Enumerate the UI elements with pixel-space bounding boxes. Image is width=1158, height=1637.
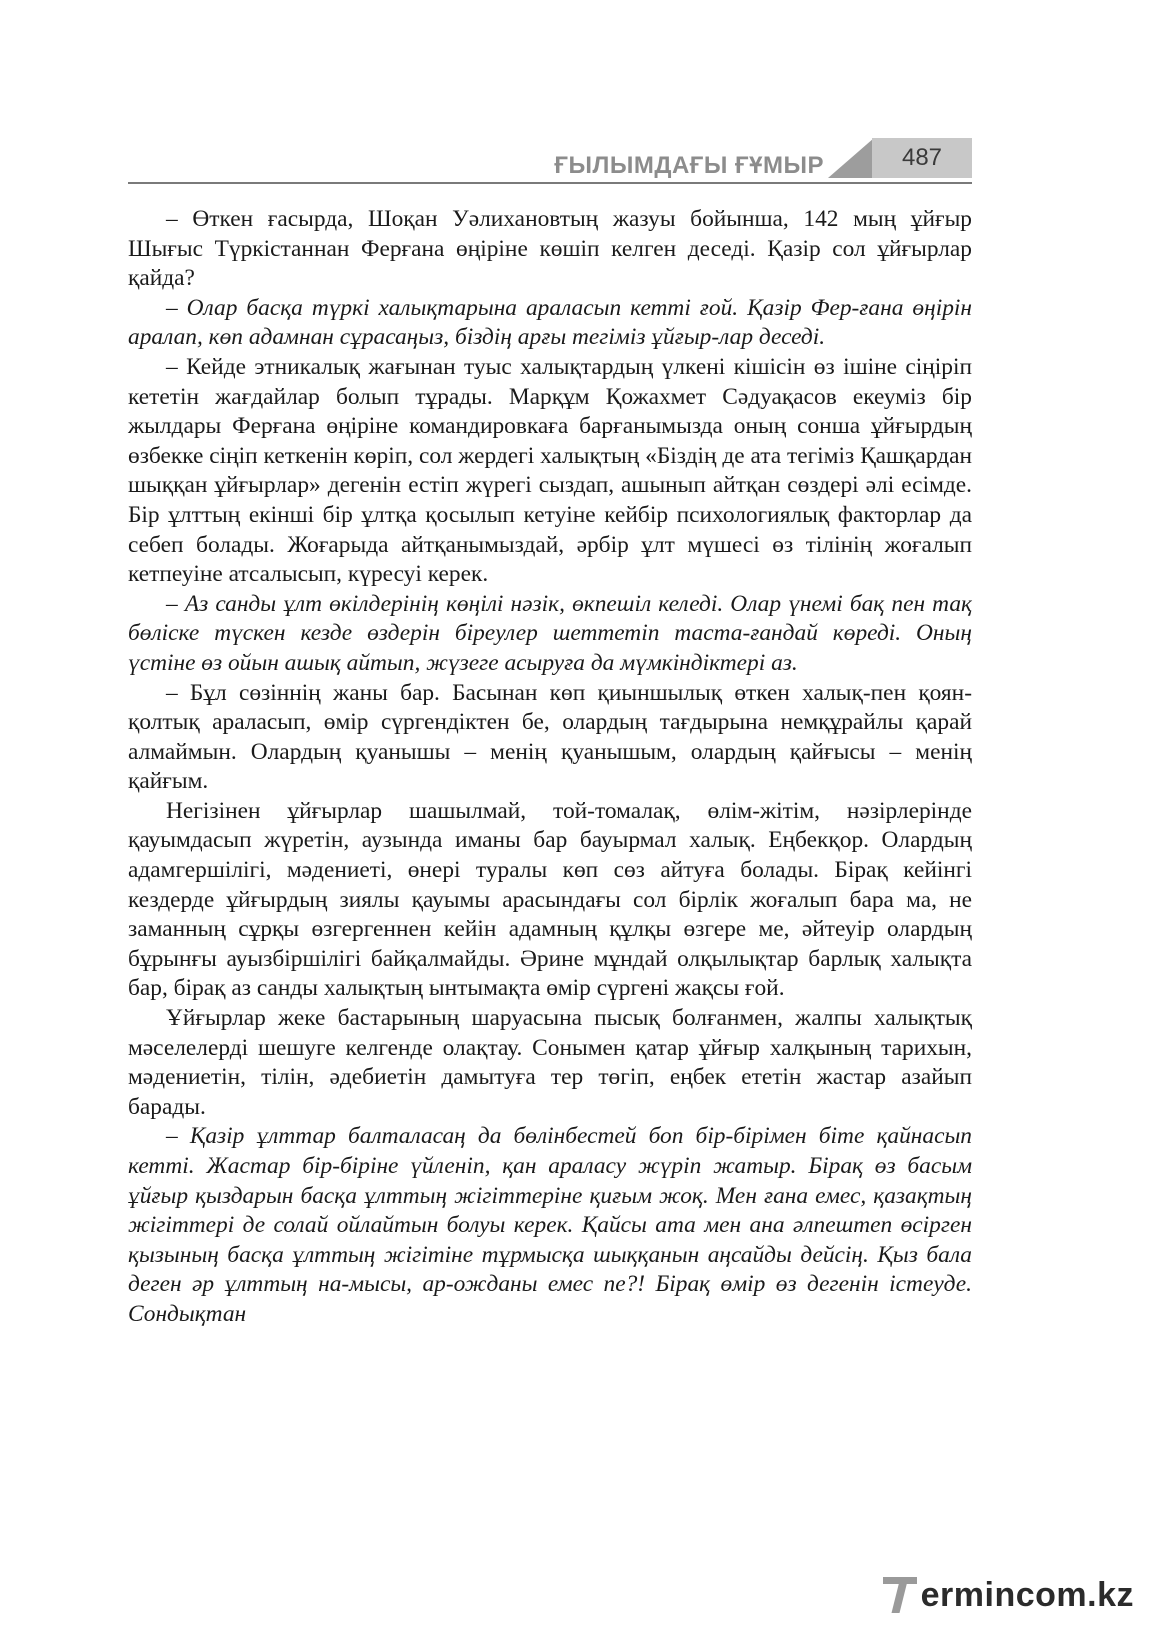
page-tab-wedge: [828, 138, 874, 178]
page-header: [128, 138, 972, 186]
watermark-text: ermincom.kz: [920, 1576, 1134, 1614]
paragraph: – Бұл сөзіннің жаны бар. Басынан көп қиыншылық өткен халық-пен қоян-қолтық араласып, өмір сүргендіктен бе, олардың тағдырына немқұрайлы қарай алмаймын. Олардың қуанышы – менің қуанышым, олардың қайғысы – менің қайғым.: [128, 679, 972, 795]
paragraph: – Өткен ғасырда, Шоқан Уәлихановтың жазуы бойынша, 142 мың ұйғыр Шығыс Түркістаннан Ферғана өңіріне көшіп келген деседі. Қазір сол ұйғырлар қайда?: [128, 206, 972, 292]
paragraph: Негізінен ұйғырлар шашылмай, той-томалақ, өлім-жітім, нәзірлерінде қауымдасып жүретін, аузында иманы бар бауырмал халық. Еңбекқор. Олардың адамгершілігі, мәдениеті, өнері туралы көп сөз айтуға болады. Бірақ кейінгі кездерде ұйғырдың зиялы қауымы арасындағы сол бірлік жоғалып бара ма, не заманның сұрқы өзгергеннен кейін адамның құлқы өзгере ме, әйтеуір олардың бұрынғы ауызбіршілігі байқалмайды. Әрине мұндай олқылықтар барлық халықта бар, бірақ аз санды халықтың ынтымақта өмір сүргені жақсы ғой.: [128, 797, 972, 1002]
running-title: ҒЫЛЫМДАҒЫ ҒҰМЫР: [554, 152, 824, 179]
header-rule: [128, 182, 972, 184]
paragraph-italic: – Қазір ұлттар балталасаң да бөлінбестей боп бір-бірімен біте қайнасып кетті. Жастар бір-біріне үйленіп, қан араласу жүріп жатыр. Бірақ өз басым ұйғыр қыздарын басқа ұлттың жігіттеріне қиғым жоқ. Мен ғана емес, қазақтың жігіттері де солай ойлайтын болуы керек. Қайсы ата мен ана әлпештеп өсірген қызының басқа ұлттың жігітіне тұрмысқа шыққанын аңсайды дейсің. Қыз бала деген әр ұлттың на-мысы, ар-ожданы емес пе?! Бірақ өмір өз дегенін істеуде. Сондықтан: [128, 1123, 972, 1327]
body-text: [128, 205, 972, 1330]
page-number: 487: [901, 144, 943, 171]
site-watermark: [881, 1571, 1134, 1615]
termincom-t-logo-icon: [881, 1571, 921, 1615]
paragraph-italic: – Олар басқа түркі халықтарына араласып кетті ғой. Қазір Фер-ғана өңірін аралап, көп адамнан сұрасаңыз, біздің арғы тегіміз ұйғыр-лар деседі.: [128, 294, 972, 351]
paragraph: Ұйғырлар жеке бастарының шаруасына пысық болғанмен, жалпы халықтық мәселелерді шешуге келгенде олақтау. Сонымен қатар ұйғыр халқының тарихын, мәдениетін, тілін, әдебиетін дамытуға тер төгіп, еңбек ететін жастар азайып барады.: [128, 1005, 972, 1120]
paragraph-italic: – Аз санды ұлт өкілдерінің көңілі нәзік, өкпешіл келеді. Олар үнемі бақ пен тақ бөліске түскен кезде өздерін біреулер шеттетіп таста-ғандай көреді. Оның үстіне өз ойын ашық айтып, жүзеге асыруға да мүмкіндіктері аз.: [128, 590, 972, 676]
paragraph: – Кейде этникалық жағынан туыс халықтардың үлкені кішісін өз ішіне сіңіріп кететін жағдайлар болып тұрады. Марқұм Қожахмет Сәдуақасов екеуміз бір жылдары Ферғана өңіріне командировкаға барғанымызда оның сонша ұйғырдың өзбекке сіңіп кеткенін көріп, сол жердегі халықтың «Біздің де ата тегіміз Қашқардан шыққан ұйғырлар» дегенін естіп жүрегі сыздап, ашынып айтқан сөздері әлі есімде. Бір ұлттың екінші бір ұлтқа қосылып кетуіне кейбір психологиялық факторлар да себеп болады. Жоғарыда айтқанымыздай, әрбір ұлт мүшесі өз тілінің жоғалып кетпеуіне атсалысып, күресуі керек.: [128, 353, 972, 588]
